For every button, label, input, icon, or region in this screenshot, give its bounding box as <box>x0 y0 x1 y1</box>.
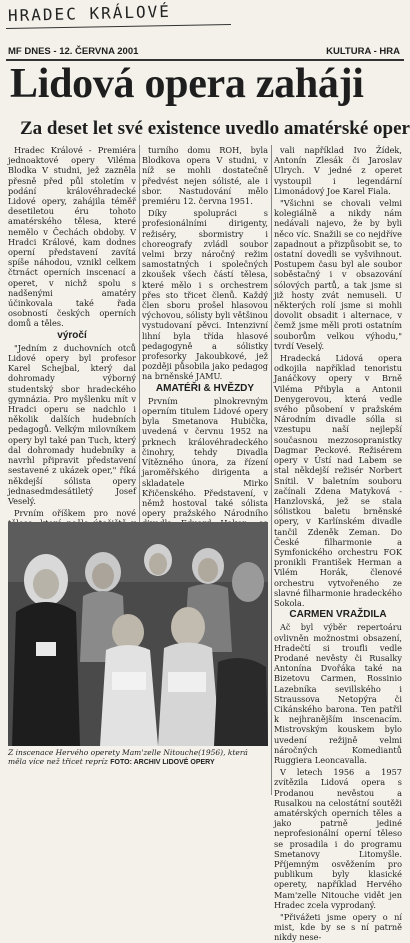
masthead-section: KULTURA - HRA <box>326 46 400 57</box>
paragraph: Hradecká Lidová opera odkojila například tenoristu Janáčkovy opery v Brně Viléma Přibyla a Antonii Denygerovou, která vedle svého působení v pražském Národním divadle sólla si vzestupu naší nejlepší současnou mezzosopranistky Dagmar Peckové. Režisérem opery v Ústí nad Labem se stal někdejší režisér Norbert Snítil. V baletním souboru začínali Zdena Matyková - Hanzlovská, jež se stala sólistkou baletu brněnské opery, v Karlínském divadle tančil Zdeněk Zeman. Do České filharmonie a Symfonického orchestru FOK pronikli František Herman a Vilém Horák, členové orchestru vytvořeného ze slavné filharmonie hradeckého Sokola. <box>274 353 402 608</box>
column-2 <box>142 145 268 522</box>
section-heading-amateri: AMATÉŘI & HVĚZDY <box>155 382 255 394</box>
paragraph: turního domu ROH, byla Blodkova opera V studni, v níž se mohli dostatečně předvést nejen sólisté, ale i sbor. Nastudování mělo premiéru 12. června 1951. <box>142 145 268 207</box>
masthead-date: MF DNES - 12. ČERVNA 2001 <box>8 46 139 57</box>
photo-illustration <box>8 522 268 746</box>
caption-text: Z inscenace Hervého operety Mam'zelle Nitouche(1956), která měla více než třicet repríz <box>8 748 248 766</box>
paragraph: Ač byl výběr repertoáru ovlivněn možnostmi obsazení, Hradečtí si troufli vedle Prodané nevěsty či Rusalky Antonína Dvořáka také na Bizetovu Carmen, Rossinio Lazebníka sevillského i Straussova Netopýra či Cikánského barona. Ten patřil k nejhranějším inscenacím. Mistrovským kouskem bylo uvedení režijně velmi náročných Komediantů Ruggiera Leoncavalla. <box>274 622 402 765</box>
handwritten-underline <box>6 24 231 29</box>
column-1 <box>8 145 136 522</box>
paragraph: vali například Ivo Žídek, Antonín Zlesák či Jaroslav Ulrych. V jedné z operet vystoupil i legendární Limonádový Joe Karel Fiala. <box>274 145 402 196</box>
paragraph: Prvním plnokrevným operním titulem Lidové opery byla Smetanova Hubička, uvedená v červnu 1952 na prknech královéhradeckého činohry, tehdy Divadla Vítězného února, za řízení jaroměřského dirigenta a skladatele Mirko Křičenského. Představení, v němž hostoval také sólista opery pražského Národního <box>142 395 268 519</box>
paragraph: Díky spolupráci s profesionálními dirigenty, režiséry, sbormistry i choreografy zvládl soubor velmi brzy náročný režim samostatných i společných zkoušek všech částí tělesa, které mělo i s orchestrem přes sto třicet členů. Každý člen sboru prošel hlasovou výchovou, sólisty byli většinou vystudovaní pěvci. Intenzivní lihní byla třída hlasové pedagogyně a sólistky profesorky Jakoubkové, jež později působila jako pedagog na brněnské JAMU. <box>142 208 268 382</box>
opera-photo <box>8 522 268 746</box>
headline: Lidová opera zaháji <box>10 61 364 107</box>
paragraph: V letech 1956 a 1957 zvítězila Lidová opera s Prodanou nevěstou a Rusalkou na celostátní soutěži amatérských operních těles a jako patrně jediné neprofesionální operní těleso se prosadila i do programu Smetanovy Litomyšle. Příjemným osvěžením pro publikum byly klasické operety, například Hervého Mam'zelle Nitouche vidět jen Hradec zcela vyprodaný. <box>274 767 402 910</box>
column-divider <box>139 145 140 522</box>
paragraph: "Přivážeti jsme opery o ní mist, kde by se s ní patrně nikdy nese- <box>274 912 402 943</box>
photo-credit: FOTO: ARCHIV LIDOVÉ OPERY <box>110 759 215 766</box>
photo-caption <box>8 748 268 767</box>
handwritten-title: HRADEC KRÁLOVÉ <box>7 1 172 26</box>
paragraph: "Všichni se chovali velmi kolegiálně a nikdy nám nedávali najevo, že by byli něco víc. Snažili se co nejdříve zapadnout a přizpůsobit se, to ostatní dovedli se vyšvihnout. Postupem času byl ale soubor soběstačný i v obsazování sólových partů, a tak jsme si již hosty zvát nemuseli. U některých rolí jsme si mohli dovolit obsadit i alternace, v čemž jsme měli proti ostatním souborům velkou výhodu," tvrdí Veselý. <box>274 198 402 351</box>
paragraph: Prvním oříškem pro nové <box>14 508 136 519</box>
section-heading-carmen: CARMEN VRAŽDILA <box>289 609 387 621</box>
paragraph: "Jedním z duchovních otců Lidové opery byl profesor Karel Schejbal, který dal dohromady výborný studentský sbor hradeckého gymnázia. Pro myšlenku mít v Hradci operu se nadchlo i několik dalších hudebních pedagogů. Velkým milovníkem opery byl také pan Tuch, který dal dohromady hudebníky a navrhl připravit představení sestavené z ukázek oper," říká někdejší sólista opery jednasedmdesátiletý Josef Veselý. <box>8 342 136 506</box>
column-divider <box>271 145 272 795</box>
section-heading-vyroci: výročí <box>57 329 87 341</box>
subheadline: Za deset let své existence uvedlo amatérské oper <box>20 118 410 139</box>
paragraph: Hradec Králové - Premiéra jednoaktové opery Viléma Blodka V studni, jež zazněla přesně před půl stoletím v podání královéhradecké Lidové opery, zahájila téměř desetiletou éru tohoto amatérského tělesa, které nemělo v Čechách obdoby. V Hradci Králové, kam dodnes operní představení zavítá spíše náhodou, vznikl celkem čtrnáct operních inscenací a operet, v nichž spolu s nadšenými amatéry účinkovala také řada osobností českých operních domů a těles. <box>8 145 136 329</box>
column-3 <box>274 145 402 943</box>
